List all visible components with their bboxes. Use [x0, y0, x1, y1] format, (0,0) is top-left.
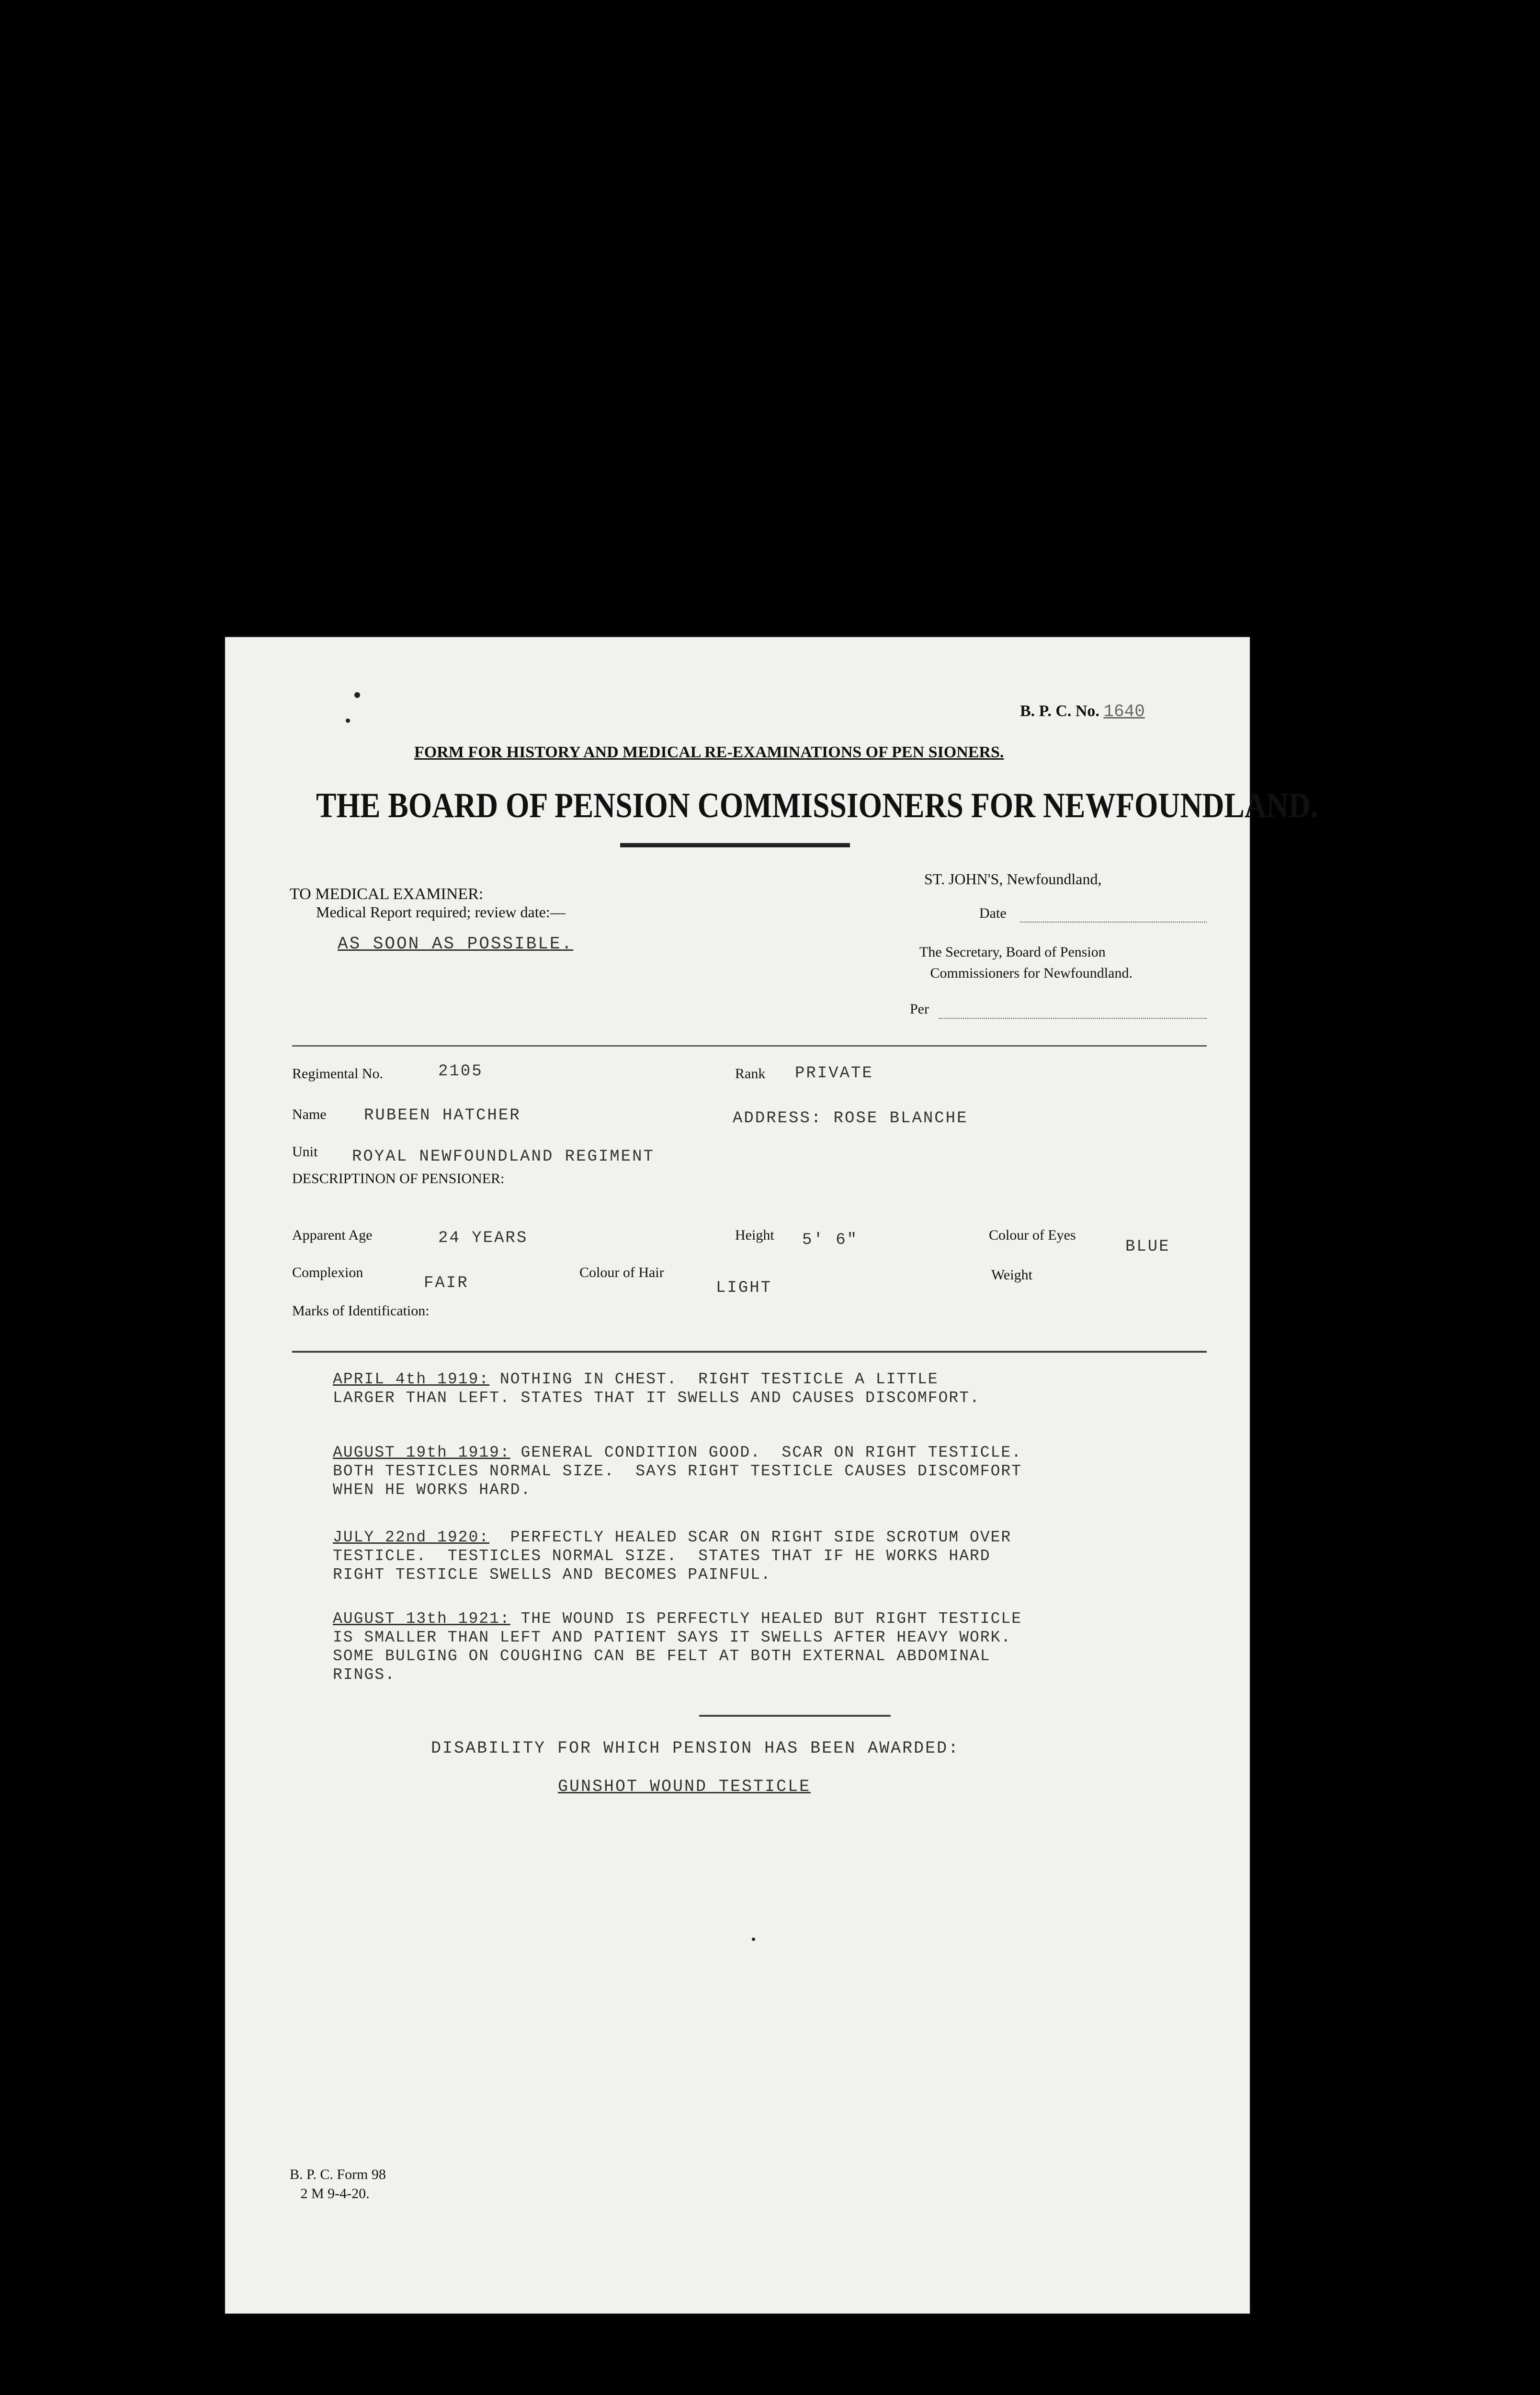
hair-value: LIGHT — [716, 1279, 772, 1297]
description-label: DESCRIPTINON OF PENSIONER: — [292, 1171, 505, 1186]
per-label: Per — [910, 1001, 929, 1017]
height-value: 5' 6" — [802, 1231, 859, 1249]
regimental-no-label: Regimental No. — [292, 1066, 383, 1082]
history-entry — [333, 1370, 1195, 1407]
name-label: Name — [292, 1106, 327, 1122]
section-divider — [292, 1045, 1207, 1047]
complexion-label: Complexion — [292, 1265, 363, 1280]
title-underline — [620, 843, 850, 847]
date-label: Date — [979, 905, 1007, 921]
review-date-value: AS SOON AS POSSIBLE. — [338, 934, 574, 954]
history-text: THE WOUND IS PERFECTLY HEALED BUT RIGHT TESTICLE IS SMALLER THAN LEFT AND PATIENT SAYS IT SWELLS AFTER HEAVY WORK. SOME BULGING ON COUGHING CAN BE FELT AT BOTH EXTERNAL ABDOMINAL RINGS. — [333, 1610, 1022, 1684]
bpc-number — [1020, 702, 1145, 721]
disability-value: GUNSHOT WOUND TESTICLE — [558, 1777, 811, 1796]
rank-label: Rank — [735, 1066, 766, 1082]
name-value: RUBEEN HATCHER — [364, 1106, 521, 1125]
secretary-label: The Secretary, Board of Pension Commissioners for Newfoundland. — [919, 944, 1132, 981]
history-divider — [292, 1351, 1207, 1353]
eyes-label: Colour of Eyes — [989, 1227, 1076, 1243]
complexion-value: FAIR — [424, 1274, 469, 1292]
address-value: ADDRESS: ROSE BLANCHE — [733, 1109, 968, 1128]
location-label: ST. JOHN'S, Newfoundland, — [924, 870, 1102, 888]
disability-divider — [699, 1715, 891, 1717]
history-date: AUGUST 13th 1921: — [333, 1610, 510, 1628]
bpc-label: B. P. C. No. — [1020, 702, 1099, 720]
marks-label: Marks of Identification: — [292, 1303, 430, 1319]
disability-heading: DISABILITY FOR WHICH PENSION HAS BEEN AWARDED: — [431, 1739, 960, 1758]
history-text: NOTHING IN CHEST. RIGHT TESTICLE A LITTLE LARGER THAN LEFT. STATES THAT IT SWELLS AND CAUSES DISCOMFORT. — [333, 1370, 980, 1407]
date-line — [1020, 922, 1207, 923]
ink-speck — [354, 692, 360, 698]
age-label: Apparent Age — [292, 1227, 373, 1243]
to-examiner-label: TO MEDICAL EXAMINER: — [290, 885, 484, 903]
history-date: AUGUST 19th 1919: — [333, 1444, 510, 1461]
medical-report-label: Medical Report required; review date:— — [316, 903, 566, 921]
bpc-number-value: 1640 — [1103, 702, 1145, 721]
history-date: APRIL 4th 1919: — [333, 1370, 490, 1388]
hair-label: Colour of Hair — [579, 1265, 664, 1280]
regimental-no-value: 2105 — [438, 1062, 483, 1081]
history-text: GENERAL CONDITION GOOD. SCAR ON RIGHT TESTICLE. BOTH TESTICLES NORMAL SIZE. SAYS RIGHT TESTICLE CAUSES DISCOMFORT WHEN HE WORKS HARD. — [333, 1444, 1022, 1499]
height-label: Height — [735, 1227, 774, 1243]
ink-speck — [346, 718, 350, 723]
age-value: 24 YEARS — [438, 1229, 528, 1247]
history-text: PERFECTLY HEALED SCAR ON RIGHT SIDE SCROTUM OVER TESTICLE. TESTICLES NORMAL SIZE. STATES THAT IF HE WORKS HARD RIGHT TESTICLE SWELLS AND BECOMES PAINFUL. — [333, 1528, 1012, 1584]
weight-label: Weight — [991, 1267, 1032, 1283]
unit-label: Unit — [292, 1144, 318, 1160]
history-date: JULY 22nd 1920: — [333, 1528, 490, 1546]
form-subtitle: FORM FOR HISTORY AND MEDICAL RE-EXAMINATIONS OF PEN SIONERS. — [414, 743, 1004, 761]
ink-speck — [752, 1938, 755, 1941]
rank-value: PRIVATE — [795, 1064, 873, 1083]
history-entry — [333, 1609, 1195, 1684]
per-line — [939, 1018, 1207, 1019]
form-title: THE BOARD OF PENSION COMMISSIONERS FOR NEWFOUNDLAND. — [316, 786, 1318, 825]
history-entry — [333, 1443, 1195, 1499]
history-entry — [333, 1528, 1195, 1584]
eyes-value: BLUE — [1125, 1238, 1170, 1256]
form-number: B. P. C. Form 98 2 M 9-4-20. — [290, 2167, 386, 2201]
pension-form-page — [225, 637, 1318, 2314]
unit-value: ROYAL NEWFOUNDLAND REGIMENT — [352, 1148, 655, 1166]
